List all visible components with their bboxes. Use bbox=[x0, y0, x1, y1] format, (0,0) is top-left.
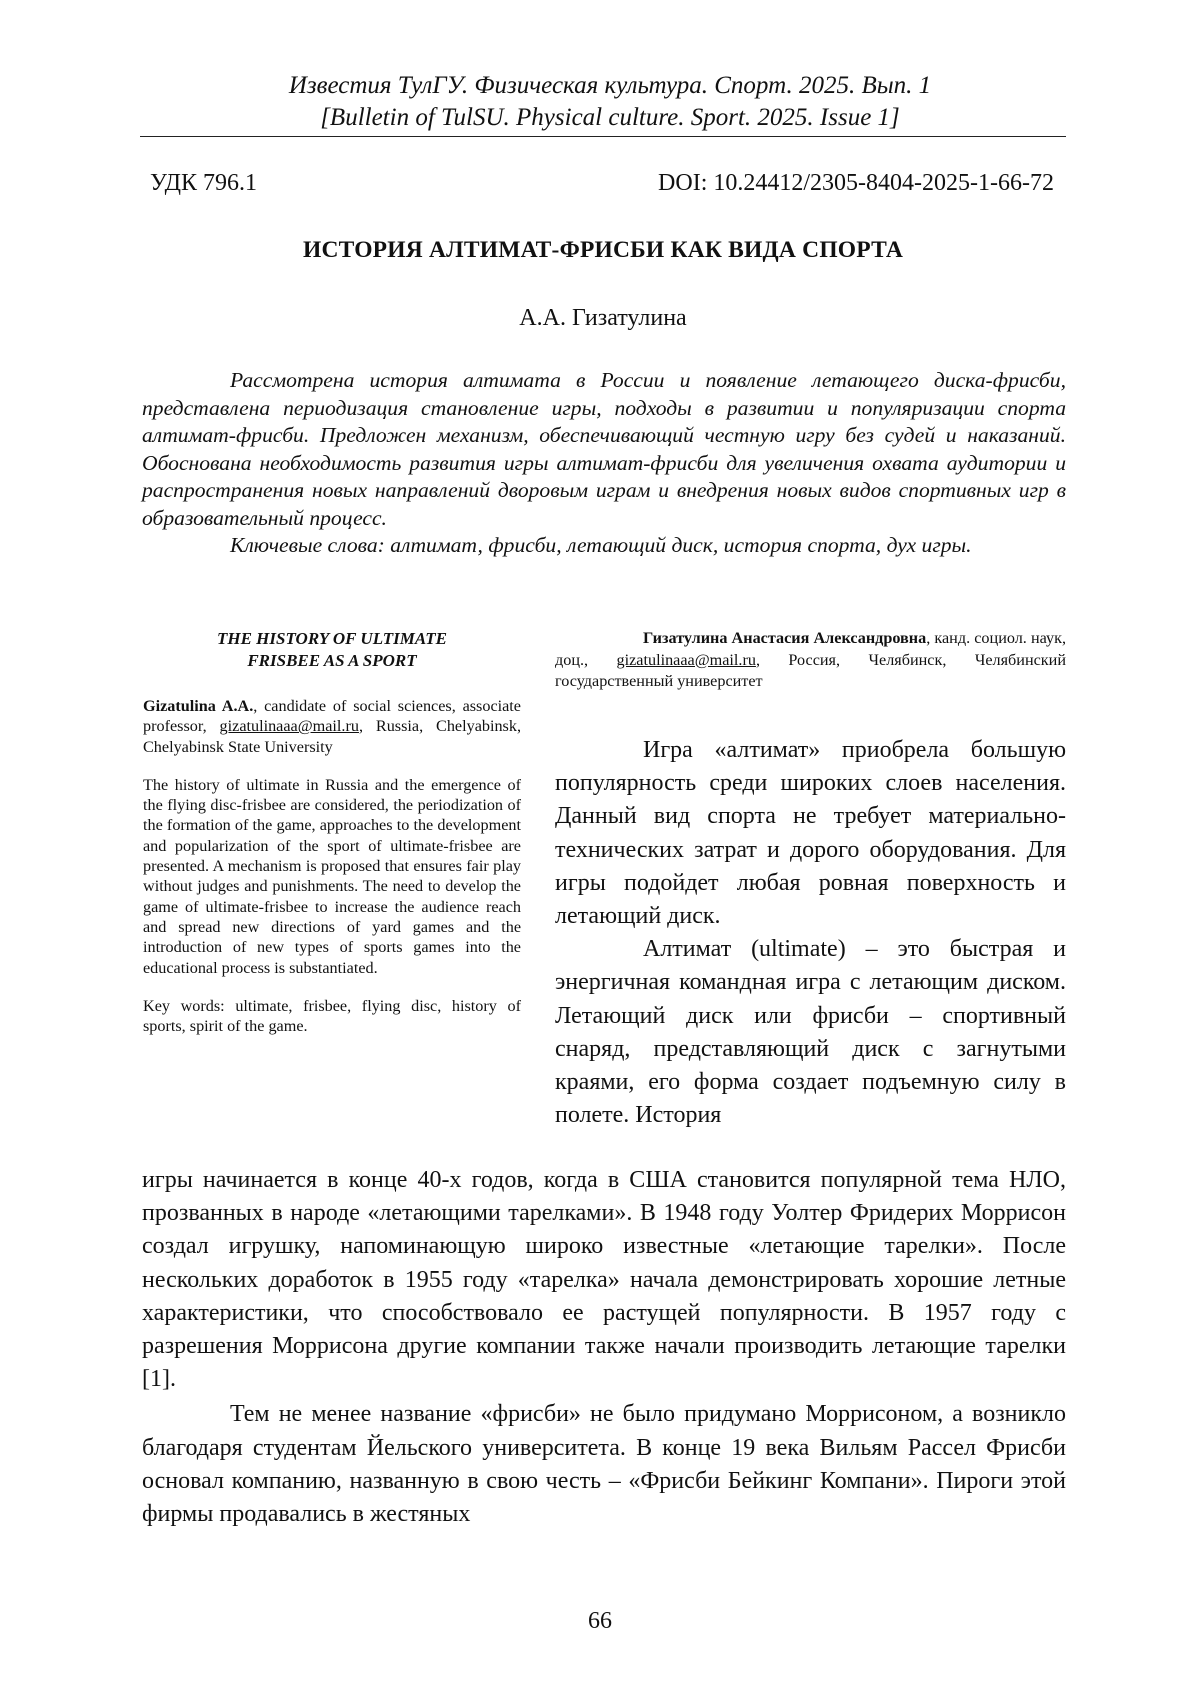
doi[interactable]: DOI: 10.24412/2305-8404-2025-1-66-72 bbox=[658, 170, 1054, 196]
english-author-info: , candidate of social sciences, associate professor, bbox=[143, 697, 521, 736]
journal-header bbox=[140, 70, 1080, 134]
affiliation-ru-info: , канд. социол. наук, доц., bbox=[555, 629, 1067, 669]
english-author-name: Gizatulina A.A. bbox=[143, 697, 254, 715]
journal-header-ru: Известия ТулГУ. Физическая культура. Спорт. 2025. Вып. 1 bbox=[288, 72, 932, 99]
english-title-line2: FRISBEE AS A SPORT bbox=[247, 651, 417, 670]
header-divider bbox=[140, 136, 1066, 137]
article-author: А.А. Гизатулина bbox=[519, 305, 687, 331]
affiliation-ru-text bbox=[555, 628, 1066, 693]
english-author-email[interactable]: gizatulinaaa@mail.ru bbox=[219, 717, 359, 736]
abstract-ru bbox=[142, 367, 1066, 560]
affiliation-ru bbox=[555, 628, 1066, 693]
body-full-width bbox=[142, 1164, 1066, 1531]
page-number: 66 bbox=[588, 1608, 612, 1634]
english-title-line1: THE HISTORY OF ULTIMATE bbox=[216, 629, 448, 648]
english-author bbox=[143, 696, 521, 757]
udk-code: УДК 796.1 bbox=[150, 170, 257, 196]
journal-header-en: [Bulletin of TulSU. Physical culture. Sport. 2025. Issue 1] bbox=[320, 104, 900, 131]
affiliation-ru-name: Гизатулина Анастасия Александровна bbox=[643, 629, 927, 647]
body-paragraph-2-cont: игры начинается в конце 40-х годов, когда в США становится популярной тема НЛО, прозванных в народе «летающими тарелками». В 1948 году Уолтер Фридерих Моррисон создал игрушку, напоминающую широко известные «летающие тарелки». После нескольких доработок в 1955 году «тарелка» начала демонстрировать хорошие летные характеристики, что способствовало ее растущей популярности. В 1957 году с разрешения Моррисона другие компании также начали производить летающие тарелки [1]. bbox=[142, 1167, 1066, 1393]
english-title bbox=[143, 628, 521, 672]
body-right-column bbox=[555, 734, 1066, 1132]
english-author-place: , Russia, Chelyabinsk, Chelyabinsk State University bbox=[143, 717, 521, 756]
article-title: ИСТОРИЯ АЛТИМАТ-ФРИСБИ КАК ВИДА СПОРТА bbox=[302, 237, 903, 263]
affiliation-ru-place: , Россия, Челябинск, Челябинский государственный университет bbox=[555, 650, 1066, 690]
body-paragraph-3: Тем не менее название «фрисби» не было придумано Моррисоном, а возникло благодаря студентам Йельского университета. В конце 19 века Вильям Рассел Фрисби основал компанию, названную в свою честь – «Фрисби Бейкинг Компани». Пироги этой фирмы продавались в жестяных bbox=[142, 1401, 1066, 1528]
keywords-ru: Ключевые слова: алтимат, фрисби, летающий диск, история спорта, дух игры. bbox=[230, 533, 972, 557]
affiliation-ru-email[interactable]: gizatulinaaa@mail.ru bbox=[616, 650, 756, 669]
body-paragraph-1: Игра «алтимат» приобрела большую популярность среди широких слоев населения. Данный вид спорта не требует материально-технических затрат и дорого оборудования. Для игры подойдет любая ровная поверхность и летающий диск. bbox=[555, 737, 1066, 930]
english-abstract: The history of ultimate in Russia and the emergence of the flying disc-frisbee are considered, the periodization of the formation of the game, approaches to the development and popularization of the sport of ultimate-frisbee are presented. A mechanism is proposed that ensures fair play without judges and punishments. The need to develop the game of ultimate-frisbee to increase the audience reach and spread new directions of yard games and the introduction of new types of sports games into the educational process is substantiated. bbox=[143, 775, 521, 977]
english-keywords: Key words: ultimate, frisbee, flying disc, history of sports, spirit of the game. bbox=[143, 996, 521, 1036]
english-summary bbox=[143, 628, 521, 1054]
body-paragraph-2-start: Алтимат (ultimate) – это быстрая и энергичная командная игра с летающим диском. Летающий диск или фрисби – спортивный снаряд, представляющий диск с загнутыми краями, его форма создает подъемную силу в полете. История bbox=[555, 936, 1066, 1129]
abstract-ru-text: Рассмотрена история алтимата в России и появление летающего диска-фрисби, представлена периодизация становление игры, подходы в развитии и популяризации спорта алтимат-фрисби. Предложен механизм, обеспечивающий честную игру без судей и наказаний. Обоснована необходимость развития игры алтимат-фрисби для увеличения охвата аудитории и распространения новых направлений дворовым играм и внедрения новых видов спортивных игр в образовательный процесс. bbox=[142, 368, 1066, 530]
